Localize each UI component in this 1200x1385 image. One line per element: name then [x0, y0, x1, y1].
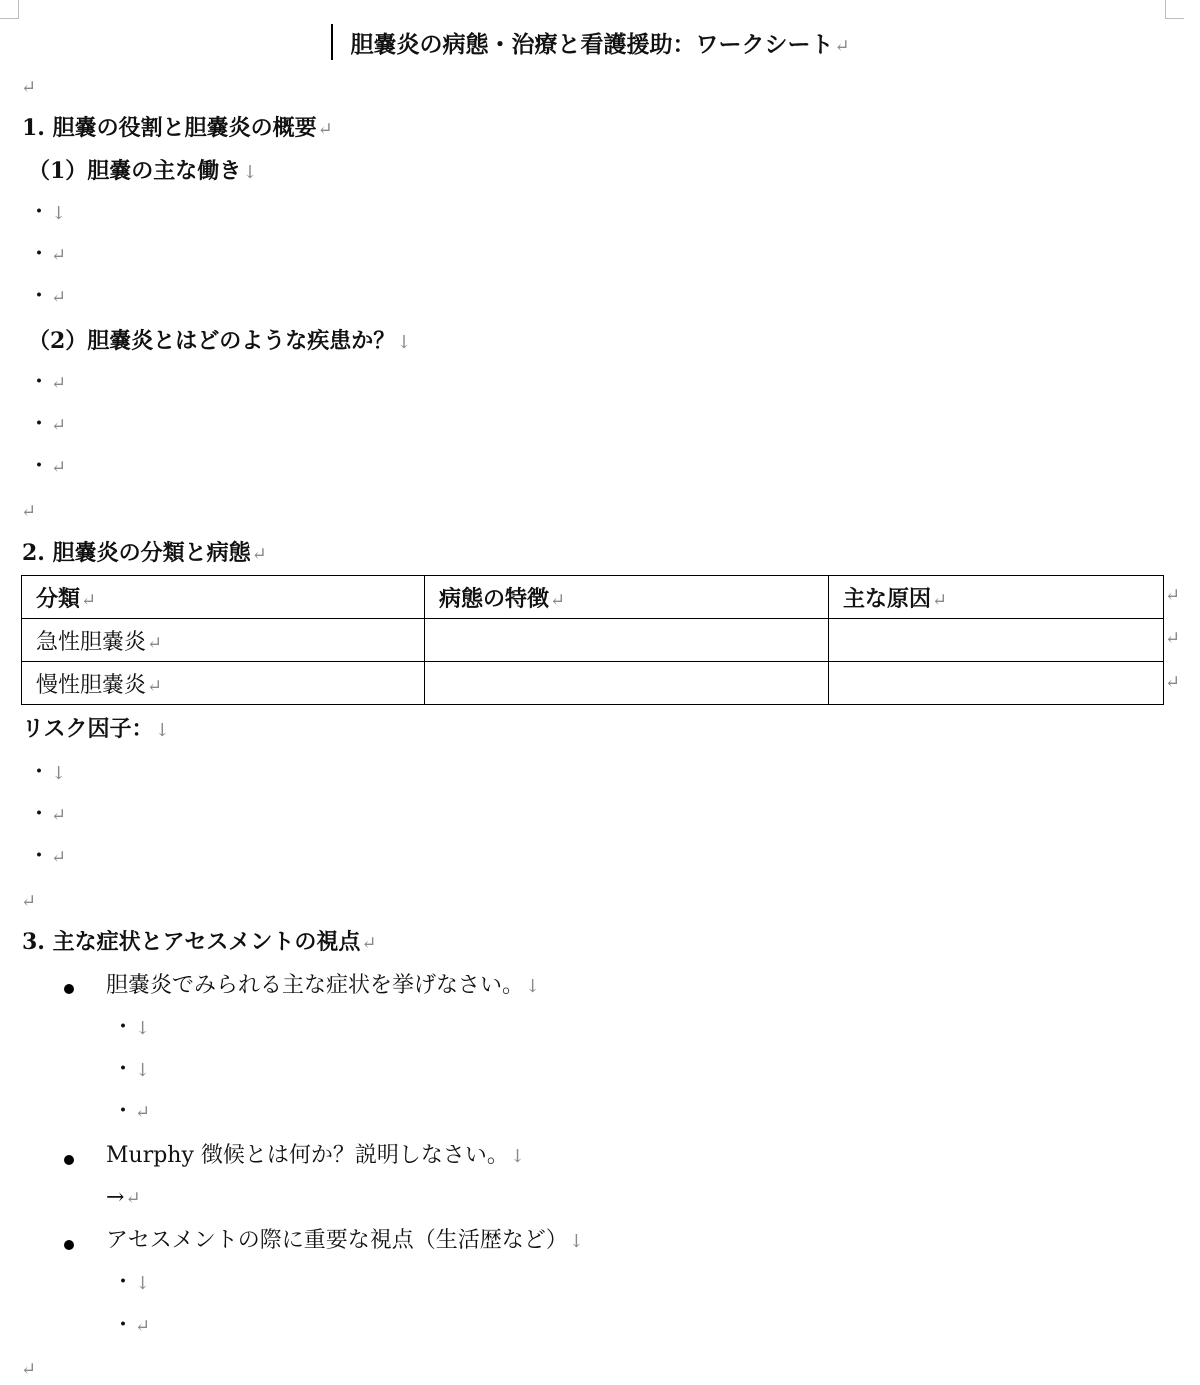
header-text: 主な原因: [843, 585, 932, 612]
paragraph-mark: ↵: [834, 36, 850, 57]
empty-paragraph[interactable]: [20, 72, 36, 103]
line-break-mark: ↓: [396, 332, 412, 353]
row-end-mark: ↵: [1165, 628, 1181, 649]
paragraph-mark: ↵: [125, 1188, 141, 1209]
crop-mark-top-right: [1165, 0, 1184, 19]
paragraph-mark: ↵: [51, 373, 67, 394]
risk-factors-label[interactable]: [22, 714, 170, 746]
paragraph-mark: ↵: [21, 1359, 37, 1380]
paragraph-mark: ↵: [135, 1316, 151, 1337]
arrow-icon: →: [106, 1185, 125, 1210]
line-break-mark: ↓: [242, 162, 258, 183]
section1-subheading-1[interactable]: [28, 156, 257, 188]
table-header-cell[interactable]: [22, 576, 425, 619]
bullet: ・: [28, 200, 51, 225]
cell-mark: ↵: [932, 589, 948, 611]
section2-heading[interactable]: [22, 538, 267, 570]
bullet: ・: [112, 1313, 135, 1338]
line-break-mark: ↓: [135, 1018, 151, 1039]
paragraph-mark: ↵: [135, 1102, 151, 1123]
subheading-text: （1）胆嚢の主な働き: [28, 158, 242, 184]
title-text: 胆嚢炎の病態・治療と看護援助：ワークシート: [350, 31, 834, 58]
answer-arrow-line[interactable]: [106, 1183, 141, 1214]
table-row: [22, 619, 1164, 662]
question-1[interactable]: [106, 971, 540, 1002]
crop-mark-top-left: [0, 0, 19, 19]
bullet-line[interactable]: [28, 410, 66, 441]
empty-paragraph[interactable]: [20, 886, 36, 917]
row-end-mark: ↵: [1165, 585, 1181, 606]
paragraph-mark: ↵: [21, 501, 37, 522]
line-break-mark: ↓: [135, 1273, 151, 1294]
table-header-row: [22, 576, 1164, 619]
question-3[interactable]: [106, 1226, 584, 1257]
table-cell[interactable]: [22, 619, 425, 662]
table-header-cell[interactable]: [829, 576, 1164, 619]
section1-heading[interactable]: [22, 113, 333, 145]
bullet-line[interactable]: [28, 842, 66, 873]
question-text: 胆嚢炎でみられる主な症状を挙げなさい。: [106, 973, 525, 998]
classification-table: [21, 575, 1164, 705]
bullet: ・: [28, 454, 51, 479]
line-break-mark: ↓: [51, 763, 67, 784]
paragraph-mark: ↵: [51, 245, 67, 266]
paragraph-mark: ↵: [51, 415, 67, 436]
section3-heading[interactable]: [22, 927, 377, 959]
cell-mark: ↵: [550, 589, 566, 611]
line-break-mark: ↓: [135, 1060, 151, 1081]
paragraph-mark: ↵: [51, 457, 67, 478]
paragraph-mark: ↵: [51, 805, 67, 826]
paragraph-mark: ↵: [251, 544, 267, 565]
cell-text: 急性胆嚢炎: [36, 629, 147, 655]
line-break-mark: ↓: [509, 1146, 525, 1167]
risk-label-text: リスク因子：: [22, 716, 154, 742]
bullet-line[interactable]: [28, 800, 66, 831]
bullet: ・: [28, 412, 51, 437]
bullet-line[interactable]: [28, 368, 66, 399]
line-break-mark: ↓: [154, 720, 170, 741]
paragraph-mark: ↵: [21, 77, 37, 98]
paragraph-mark: ↵: [317, 119, 333, 140]
line-break-mark: ↓: [568, 1231, 584, 1252]
bullet-line[interactable]: [112, 1268, 150, 1299]
section3-heading-text: 3. 主な症状とアセスメントの視点: [22, 929, 361, 955]
question-text: Murphy 徴候とは何か？説明しなさい。: [106, 1143, 509, 1168]
line-break-mark: ↓: [51, 203, 67, 224]
table-cell[interactable]: [829, 619, 1164, 662]
bullet-line[interactable]: [28, 282, 66, 313]
empty-paragraph[interactable]: [20, 1354, 36, 1385]
table-header-cell[interactable]: [425, 576, 829, 619]
list-bullet-icon: [64, 984, 74, 994]
paragraph-mark: ↵: [51, 287, 67, 308]
bullet: ・: [28, 284, 51, 309]
bullet: ・: [112, 1270, 135, 1295]
bullet-line[interactable]: [112, 1311, 150, 1342]
bullet-line[interactable]: [112, 1055, 150, 1086]
bullet: ・: [112, 1099, 135, 1124]
table-row: [22, 662, 1164, 705]
section1-subheading-2[interactable]: [28, 326, 411, 358]
row-end-mark: ↵: [1165, 672, 1181, 693]
bullet: ・: [28, 844, 51, 869]
table-cell[interactable]: [22, 662, 425, 705]
paragraph-mark: ↵: [361, 933, 377, 954]
bullet: ・: [28, 370, 51, 395]
document-title[interactable]: [0, 26, 1200, 59]
list-bullet-icon: [64, 1155, 74, 1165]
cell-text: 慢性胆嚢炎: [36, 672, 147, 698]
bullet-line[interactable]: [28, 758, 66, 789]
question-text: アセスメントの際に重要な視点（生活歴など）: [106, 1228, 568, 1253]
section2-heading-text: 2. 胆嚢炎の分類と病態: [22, 540, 251, 566]
list-bullet-icon: [64, 1240, 74, 1250]
bullet-line[interactable]: [28, 198, 66, 229]
table-cell[interactable]: [829, 662, 1164, 705]
cell-mark: ↵: [147, 675, 163, 697]
bullet-line[interactable]: [112, 1013, 150, 1044]
paragraph-mark: ↵: [21, 891, 37, 912]
bullet-line[interactable]: [28, 240, 66, 271]
paragraph-mark: ↵: [51, 847, 67, 868]
bullet: ・: [28, 760, 51, 785]
table-cell[interactable]: [425, 662, 829, 705]
bullet-line[interactable]: [112, 1097, 150, 1128]
bullet-line[interactable]: [28, 452, 66, 483]
bullet: ・: [28, 802, 51, 827]
line-break-mark: ↓: [525, 976, 541, 997]
table-cell[interactable]: [425, 619, 829, 662]
cell-mark: ↵: [81, 589, 97, 611]
cell-mark: ↵: [147, 632, 163, 654]
header-text: 分類: [36, 585, 81, 612]
empty-paragraph[interactable]: [20, 496, 36, 527]
question-2[interactable]: [106, 1141, 525, 1172]
header-text: 病態の特徴: [439, 585, 550, 612]
bullet: ・: [112, 1015, 135, 1040]
bullet: ・: [112, 1057, 135, 1082]
subheading-text: （2）胆嚢炎とはどのような疾患か？: [28, 328, 396, 354]
section1-heading-text: 1. 胆嚢の役割と胆嚢炎の概要: [22, 115, 317, 141]
bullet: ・: [28, 242, 51, 267]
